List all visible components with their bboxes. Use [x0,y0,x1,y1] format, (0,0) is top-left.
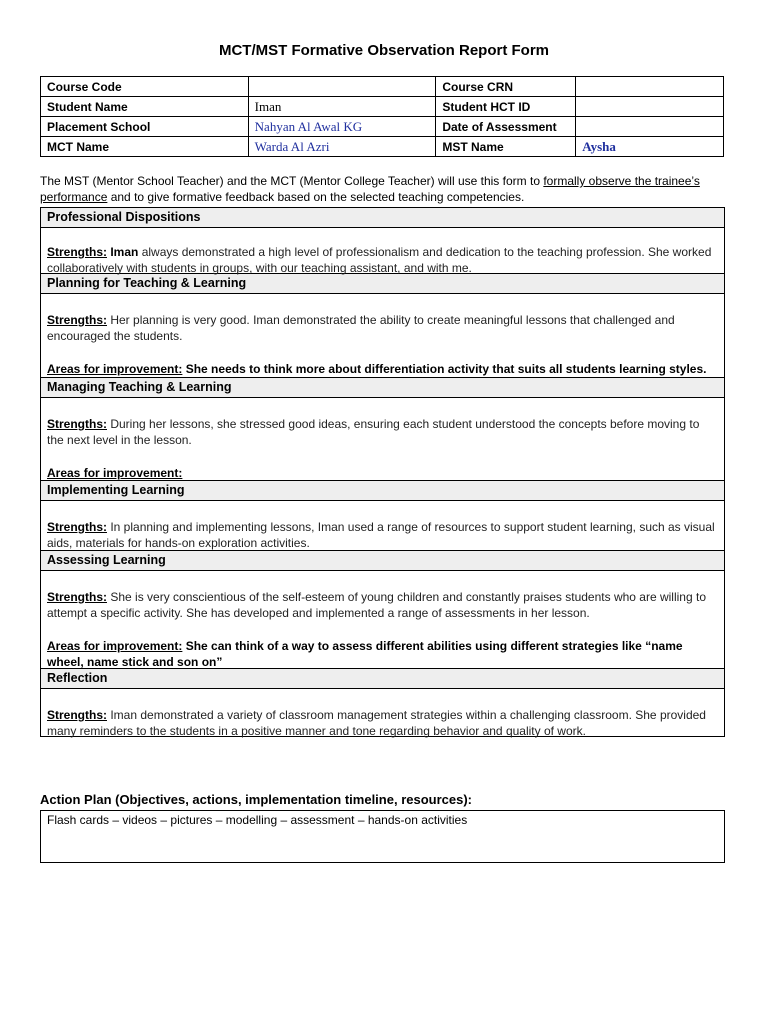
date-of-assessment-label: Date of Assessment [436,117,576,137]
intro-text-1: The MST (Mentor School Teacher) and the MCT (Mentor College Teacher) will use this form to [40,174,544,188]
table-row [41,137,724,157]
section-body-implementing[interactable] [41,501,724,551]
course-code-field[interactable] [248,77,436,97]
student-name-label: Student Name [41,97,249,117]
strengths-paragraph [47,571,718,621]
strengths-label: Strengths: [47,708,107,722]
strengths-label: Strengths: [47,417,107,431]
course-crn-label: Course CRN [436,77,576,97]
intro-text-2: and to give formative feedback based on the selected teaching competencies. [107,190,525,204]
areas-label: Areas for improvement: [47,639,183,653]
course-crn-field[interactable] [576,77,724,97]
date-of-assessment-field[interactable] [576,117,724,137]
strengths-bold-name: Iman [110,245,139,259]
mct-name-field[interactable]: Warda Al Azri [248,137,436,157]
section-body-assessing[interactable] [41,571,724,669]
strengths-label: Strengths: [47,313,107,327]
mst-name-label: MST Name [436,137,576,157]
areas-label: Areas for improvement: [47,466,183,480]
section-heading-professional-dispositions: Professional Dispositions [41,208,724,228]
section-heading-managing: Managing Teaching & Learning [41,378,724,398]
strengths-paragraph [47,689,718,739]
section-body-reflection[interactable] [41,689,724,736]
section-heading-reflection: Reflection [41,669,724,689]
section-heading-implementing: Implementing Learning [41,481,724,501]
strengths-label: Strengths: [47,520,107,534]
action-plan-title: Action Plan (Objectives, actions, implementation timeline, resources): [40,792,472,807]
table-row [41,97,724,117]
strengths-paragraph [47,228,718,276]
areas-text: She can think of a way to assess different abilities using different strategies like “name wheel, name stick and son on” [47,639,683,669]
strengths-label: Strengths: [47,245,107,259]
info-table [40,76,724,157]
strengths-text: Her planning is very good. Iman demonstrated the ability to create meaningful lessons that challenged and encouraged the students. [47,313,675,343]
action-plan-field[interactable] [40,810,725,863]
mst-name-field[interactable]: Aysha [576,137,724,157]
strengths-text: always demonstrated a high level of professionalism and dedication to the teaching profession. She worked collaboratively with students in groups, with our teaching assistant, and with me. [47,245,712,275]
strengths-text: She is very conscientious of the self-esteem of young children and constantly praises students who are willing to attempt a specific activity. She has developed and implemented a range of assessments in her lesson. [47,590,706,620]
intro-underlined-text: formally observe the trainee’s performance [40,174,700,204]
competency-sections [40,207,725,737]
action-plan-content: Flash cards – videos – pictures – modelling – assessment – hands-on activities [47,813,468,827]
strengths-text: In planning and implementing lessons, Iman used a range of resources to support student learning, such as visual aids, materials for hands-on exploration activities. [47,520,715,550]
strengths-text: Iman demonstrated a variety of classroom management strategies within a challenging classroom. She provided many reminders to the students in a positive manner and tone regarding behavior and quality of work. [47,708,706,738]
course-code-label: Course Code [41,77,249,97]
table-row [41,77,724,97]
areas-paragraph [47,448,718,481]
placement-school-field[interactable]: Nahyan Al Awal KG [248,117,436,137]
areas-label: Areas for improvement: [47,362,183,376]
student-id-label: Student HCT ID [436,97,576,117]
placement-school-label: Placement School [41,117,249,137]
strengths-paragraph [47,501,718,551]
table-row [41,117,724,137]
areas-paragraph [47,621,718,670]
section-heading-assessing: Assessing Learning [41,551,724,571]
areas-paragraph [47,344,718,377]
strengths-label: Strengths: [47,590,107,604]
strengths-paragraph [47,398,718,448]
section-body-professional-dispositions[interactable] [41,228,724,274]
section-body-managing[interactable] [41,398,724,481]
strengths-paragraph [47,294,718,344]
section-heading-planning: Planning for Teaching & Learning [41,274,724,294]
student-id-field[interactable] [576,97,724,117]
mct-name-label: MCT Name [41,137,249,157]
student-name-field[interactable]: Iman [248,97,436,117]
strengths-text: During her lessons, she stressed good ideas, ensuring each student understood the concepts before moving to the next level in the lesson. [47,417,700,447]
areas-text: She needs to think more about differentiation activity that suits all students learning styles. [185,362,707,376]
intro-paragraph [40,173,730,205]
section-body-planning[interactable] [41,294,724,378]
form-title: MCT/MST Formative Observation Report Form [218,42,550,59]
